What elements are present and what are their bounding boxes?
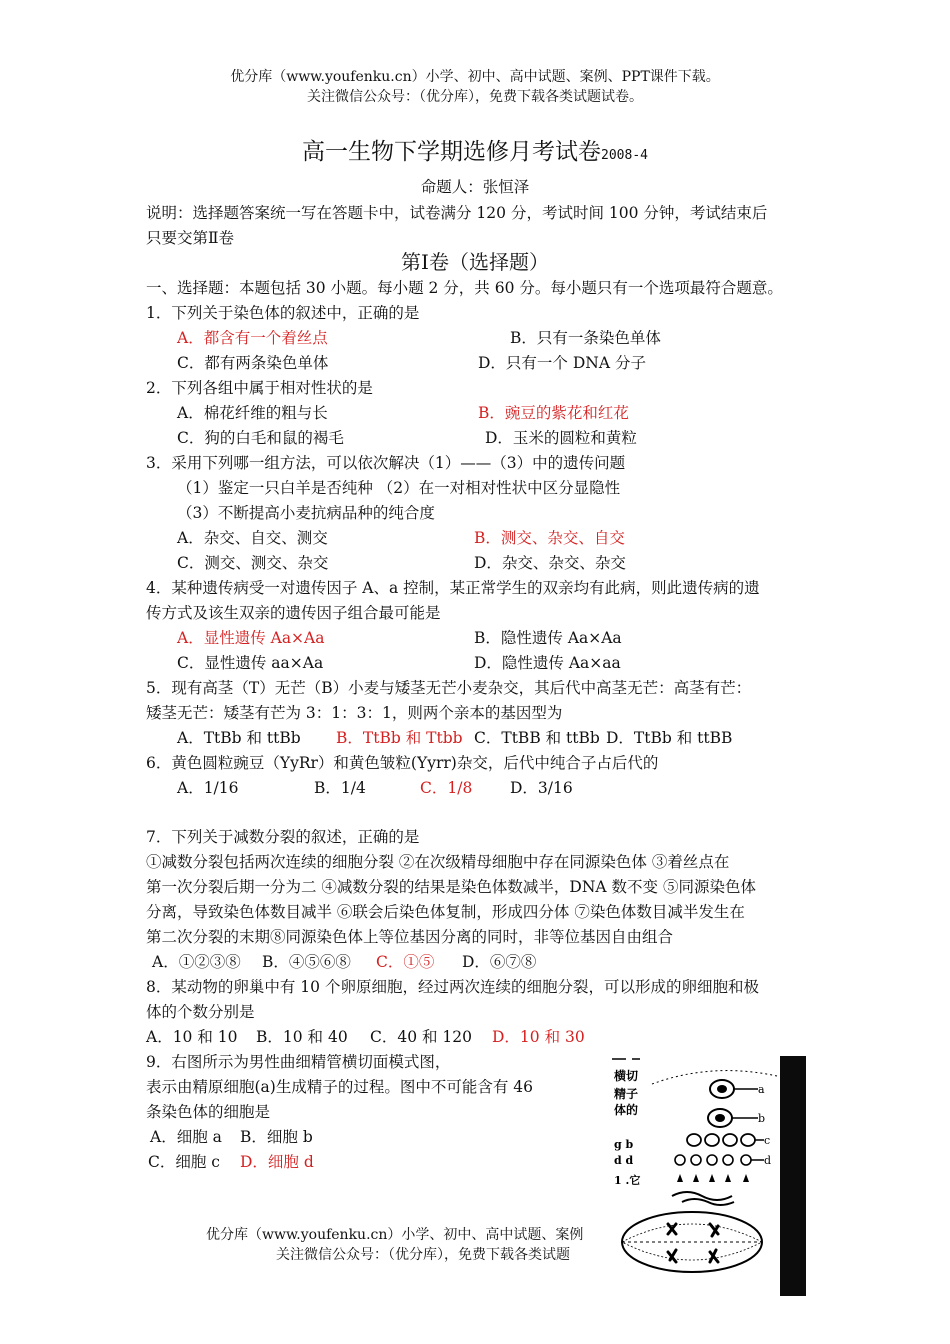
q7-option-b: B．④⑤⑥⑧ <box>262 953 351 971</box>
q3-option-a: A．杂交、自交、测交 <box>177 529 328 547</box>
q1-option-d: D．只有一个 DNA 分子 <box>478 354 646 372</box>
q9-option-b: B．细胞 b <box>240 1128 313 1146</box>
q9-option-c: C．细胞 c <box>148 1153 220 1171</box>
header-line-2: 关注微信公众号：（优分库），免费下载各类试题试卷。 <box>307 89 643 105</box>
q4-option-c: C．显性遗传 aa×Aa <box>177 654 324 672</box>
cell-label-b: b <box>758 1112 766 1125</box>
q9-option-a: A．细胞 a <box>150 1128 222 1146</box>
page-title <box>0 138 950 170</box>
q7-line-4: 第二次分裂的末期⑧同源染色体上等位基因分离的同时，非等位基因自由组合 <box>146 928 674 946</box>
note-line-2: 只要交第Ⅱ卷 <box>146 229 235 247</box>
q9-stem-1: 9．右图所示为男性曲细精管横切面模式图， <box>146 1053 451 1071</box>
cell-label-c: c <box>764 1134 771 1147</box>
q2-option-d: D．玉米的圆粒和黄粒 <box>485 429 637 447</box>
q4-option-b: B．隐性遗传 Aa×Aa <box>474 629 622 647</box>
cell-label-d: d <box>764 1154 772 1167</box>
instructions: 一、选择题：本题包括 30 小题。每小题 2 分，共 60 分。每小题只有一个选项最符合题意。 <box>146 279 783 297</box>
q7-line-3: 分离，导致染色体数目减半 ⑥联会后染色体复制，形成四分体 ⑦染色体数目减半发生在 <box>146 903 745 921</box>
q6-option-d: D．3/16 <box>510 779 573 797</box>
figure-label-6: 1 .它 <box>614 1174 641 1187</box>
q6-option-b: B．1/4 <box>314 779 366 797</box>
title-date: 2008-4 <box>601 148 648 163</box>
title-main: 高一生物下学期选修月考试卷 <box>302 139 602 165</box>
q1-stem: 1．下列关于染色体的叙述中，正确的是 <box>146 304 420 322</box>
q7-line-1: ①减数分裂包括两次连续的细胞分裂 ②在次级精母细胞中存在同源染色体 ③着丝点在 <box>146 853 730 871</box>
q7-line-2: 第一次分裂后期一分为二 ④减数分裂的结果是染色体数减半，DNA 数不变 ⑤同源染色体 <box>146 878 756 896</box>
q9-option-d: D．细胞 d <box>240 1153 314 1171</box>
note-line-1: 说明：选择题答案统一写在答题卡中，试卷满分 120 分，考试时间 100 分钟，考试结束后 <box>146 204 768 222</box>
q9-stem-2: 表示由精原细胞(a)生成精子的过程。图中不可能含有 46 <box>146 1078 533 1096</box>
footer-line-1: 优分库（www.youfenku.cn）小学、初中、高中试题、案例 <box>206 1227 584 1243</box>
q1-option-c: C．都有两条染色单体 <box>177 354 329 372</box>
q4-stem-1: 4．某种遗传病受一对遗传因子 A、a 控制，某正常学生的双亲均有此病，则此遗传病的遗 <box>146 579 760 597</box>
q9-stem-3: 条染色体的细胞是 <box>146 1103 271 1121</box>
figure-label-3: 体的 <box>614 1103 639 1117</box>
header-line-1: 优分库（www.youfenku.cn）小学、初中、高中试题、案例、PPT课件下载。 <box>230 69 720 85</box>
author: 命题人：张恒泽 <box>420 178 530 196</box>
q7-option-a: A．①②③⑧ <box>152 953 241 971</box>
q4-stem-2: 传方式及该生双亲的遗传因子组合最可能是 <box>146 604 441 622</box>
q2-option-a: A．棉花纤维的粗与长 <box>177 404 328 422</box>
q7-stem: 7．下列关于减数分裂的叙述，正确的是 <box>146 828 420 846</box>
q8-stem-1: 8．某动物的卵巢中有 10 个卵原细胞，经过两次连续的细胞分裂，可以形成的卵细胞和极 <box>146 978 759 996</box>
figure-label-5: d d <box>614 1154 634 1167</box>
q5-option-d: D．TtBb 和 ttBB <box>606 729 733 747</box>
q6-option-a: A．1/16 <box>177 779 239 797</box>
q8-option-a: A．10 和 10 <box>146 1028 238 1046</box>
q2-stem: 2．下列各组中属于相对性状的是 <box>146 379 373 397</box>
q4-option-a: A．显性遗传 Aa×Aa <box>177 629 325 647</box>
q3-option-b: B．测交、杂交、自交 <box>474 529 625 547</box>
q6-stem: 6．黄色圆粒豌豆（YyRr）和黄色皱粒(Yyrr)杂交，后代中纯合子占后代的 <box>146 754 659 772</box>
q5-option-c: C．TtBB 和 ttBb <box>474 729 600 747</box>
footer-line-2: 关注微信公众号：（优分库），免费下载各类试题 <box>276 1247 570 1263</box>
q5-stem-1: 5．现有高茎（T）无芒（B）小麦与矮茎无芒小麦杂交，其后代中高茎无芒：高茎有芒： <box>146 679 752 697</box>
q8-option-c: C．40 和 120 <box>370 1028 473 1046</box>
q2-option-c: C．狗的白毛和鼠的褐毛 <box>177 429 344 447</box>
figure-label-1: 横切 <box>614 1069 639 1083</box>
q2-option-b: B．豌豆的紫花和红花 <box>478 404 629 422</box>
q6-option-c: C．1/8 <box>420 779 473 797</box>
q8-stem-2: 体的个数分别是 <box>146 1003 255 1021</box>
q7-option-c: C．①⑤ <box>376 953 435 971</box>
figure-label-4: g b <box>614 1138 634 1151</box>
figure-label-2: 精子 <box>614 1087 639 1101</box>
tubule-figure <box>612 1056 806 1296</box>
q3-stem: 3．采用下列哪一组方法，可以依次解决（1）——（3）中的遗传问题 <box>146 454 626 472</box>
q3-sub-1: （1）鉴定一只白羊是否纯种 （2）在一对相对性状中区分显隐性 <box>177 479 621 497</box>
section-title: 第Ⅰ卷（选择题） <box>401 250 549 274</box>
q4-option-d: D．隐性遗传 Aa×aa <box>474 654 621 672</box>
q1-option-a: A．都含有一个着丝点 <box>177 329 328 347</box>
q8-option-b: B．10 和 40 <box>256 1028 348 1046</box>
q5-option-b: B．TtBb 和 Ttbb <box>336 729 463 747</box>
q3-option-c: C．测交、测交、杂交 <box>177 554 329 572</box>
q8-option-d: D．10 和 30 <box>492 1028 585 1046</box>
q5-option-a: A．TtBb 和 ttBb <box>177 729 301 747</box>
q5-stem-2: 矮茎无芒：矮茎有芒为 3：1：3：1，则两个亲本的基因型为 <box>146 704 563 722</box>
q1-option-b: B．只有一条染色单体 <box>510 329 661 347</box>
q3-sub-2: （3）不断提高小麦抗病品种的纯合度 <box>177 504 435 522</box>
q7-option-d: D．⑥⑦⑧ <box>462 953 537 971</box>
q3-option-d: D．杂交、杂交、杂交 <box>474 554 626 572</box>
cell-label-a: a <box>758 1083 765 1096</box>
